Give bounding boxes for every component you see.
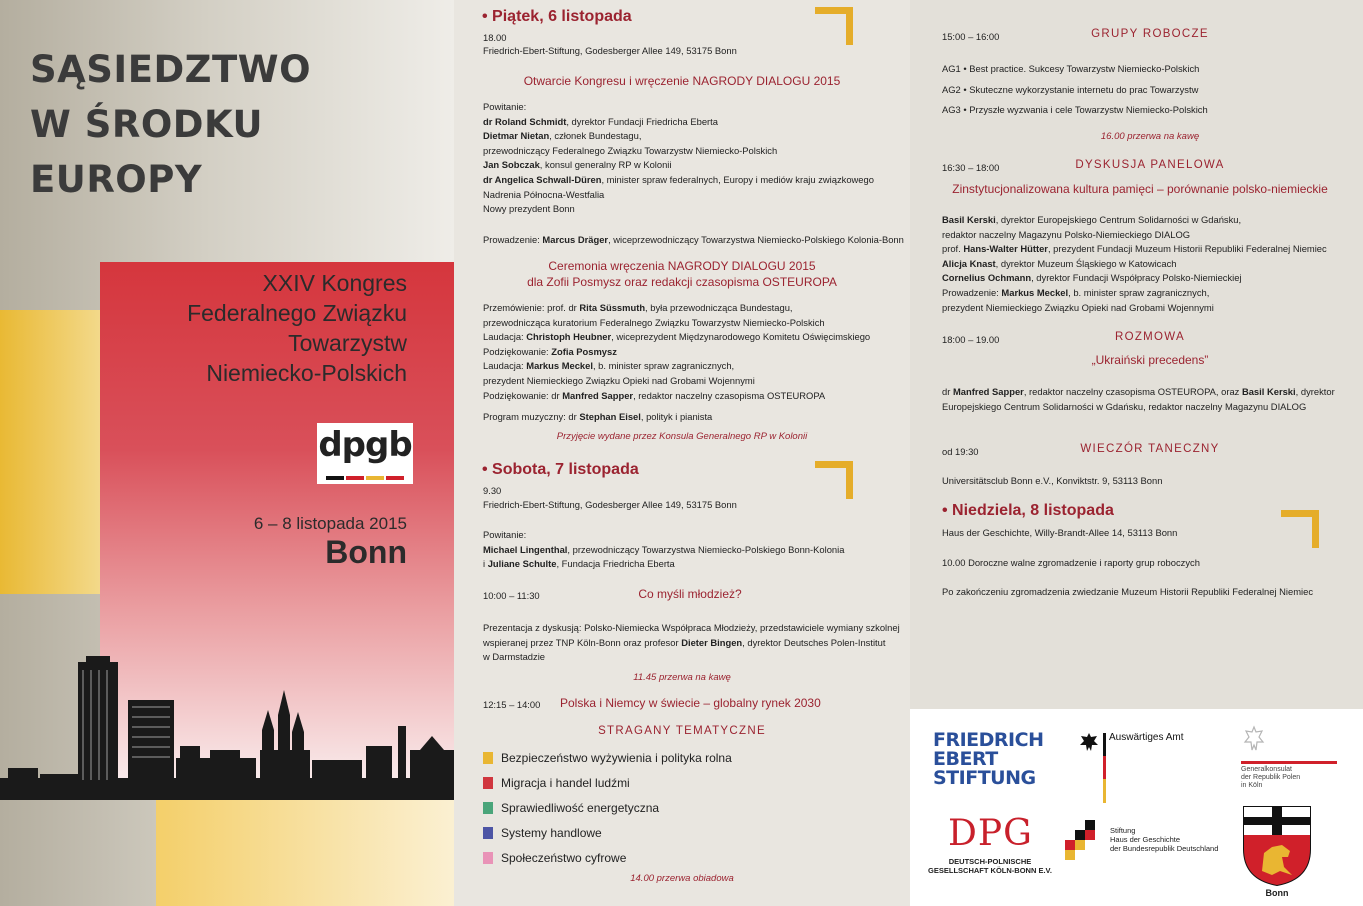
dpgb-logo	[317, 423, 413, 484]
bonn-arms-label: Bonn	[1265, 888, 1289, 898]
talk-line: Europejskiego Centrum Solidarności w Gdańsku, redaktor naczelny Magazynu DIALOG	[942, 400, 1307, 412]
greeting-line: Nadrenia Północna-Westfalia	[483, 188, 605, 200]
panel-line: redaktor naczelny Magazynu Polsko-Niemieckiego DIALOG	[942, 228, 1191, 240]
market-title: Polska i Niemcy w świecie – globalny rynek 2030	[560, 696, 821, 710]
corner-accent	[815, 461, 853, 499]
panel-line: Prowadzenie: Markus Meckel, b. minister spraw zagranicznych,	[942, 286, 1210, 298]
dance-place: Universitätsclub Bonn e.V., Konviktstr. 9, 53113 Bonn	[942, 475, 1163, 486]
fes-logo-line: STIFTUNG	[933, 767, 1036, 789]
saturday-greeting	[483, 528, 844, 572]
talk-line: dr Manfred Sapper, redaktor naczelny czasopisma OSTEUROPA, oraz Basil Kerski, dyrektor	[942, 386, 1335, 397]
ceremony-title-line2: dla Zofii Posmysz oraz redakcji czasopisma OSTEUROPA	[527, 275, 837, 289]
hdg-line: Stiftung	[1110, 826, 1136, 835]
greeting-line: dr Roland Schmidt, dyrektor Fundacji Friedricha Eberta	[483, 115, 718, 127]
congress-title-line: Towarzystw	[288, 330, 407, 356]
saturday-place: Friedrich-Ebert-Stiftung, Godesberger Allee 149, 53175 Bonn	[483, 499, 737, 510]
panel-title: DYSKUSJA PANELOWA	[1075, 159, 1225, 171]
market-time: 12:15 – 14:00	[483, 699, 541, 710]
talk-subtitle: „Ukraiński precedens”	[1091, 353, 1209, 367]
polish-eagle-icon	[1243, 725, 1265, 753]
sponsor-logos	[910, 709, 1363, 906]
youth-line: w Darmstadzie	[483, 651, 545, 663]
flag-stripe-red	[386, 476, 404, 480]
flag-stripe-red	[346, 476, 364, 480]
talk-title: ROZMOWA	[1115, 331, 1185, 343]
flag-stripe-gold	[366, 476, 384, 480]
coffee-break-1: 11.45 przerwa na kawę	[633, 672, 731, 683]
greeting-line: przewodniczący Federalnego Związku Towarzystw Niemiecko-Polskich	[483, 144, 778, 156]
fes-logo-line: FRIEDRICH	[933, 729, 1044, 751]
coffee-break-2: 16.00 przerwa na kawę	[1100, 131, 1200, 142]
dpg-logo: DPG	[948, 813, 1033, 854]
youth-time: 10:00 – 11:30	[483, 590, 540, 601]
sunday-museum: Po zakończeniu zgromadzenia zwiedzanie Muzeum Historii Republiki Federalnej Niemiec	[942, 586, 1314, 597]
ceremony-line: prezydent Niemieckiego Związku Opieki nad Grobami Wojennymi	[483, 374, 755, 386]
music-program: Program muzyczny: dr Stephan Eisel, polityk i pianista	[483, 411, 713, 422]
yellow-band-bottom	[156, 798, 454, 906]
youth-description	[483, 621, 900, 665]
panel-line: prezydent Niemieckiego Związku Opieki nad Grobami Wojennymi	[942, 301, 1214, 313]
ceremony-title-line1: Ceremonia wręczenia NAGRODY DIALOGU 2015	[548, 259, 816, 273]
opening-title: Otwarcie Kongresu i wręczenie NAGRODY DIALOGU 2015	[523, 74, 841, 88]
hdg-line: Haus der Geschichte	[1110, 835, 1181, 844]
sunday-heading: • Niedziela, 8 listopada	[942, 502, 1114, 519]
stall-color-square	[483, 752, 493, 764]
congress-title-line: XXIV Kongres	[262, 270, 407, 296]
ceremony-line: przewodnicząca kuratorium Federalnego Związku Towarzystw Niemiecko-Polskich	[483, 316, 825, 328]
stall-color-square	[483, 827, 493, 839]
flag-stripe-black	[326, 476, 344, 480]
stall-item: Systemy handlowe	[483, 820, 732, 845]
friday-greeting	[483, 100, 874, 217]
greeting-line: i Juliane Schulte, Fundacja Friedricha Eberta	[483, 558, 675, 570]
friday-heading: • Piątek, 6 listopada	[482, 8, 632, 25]
dance-title: WIECZÓR TANECZNY	[1080, 443, 1220, 455]
greeting-line: Nowy prezydent Bonn	[483, 203, 575, 215]
stall-item: Społeczeństwo cyfrowe	[483, 845, 732, 870]
konsulat-label	[1241, 766, 1300, 790]
hdg-logo-icon	[1065, 820, 1105, 860]
fes-logo-line: EBERT	[933, 748, 998, 770]
stall-item: Bezpieczeństwo wyżywienia i polityka rolna	[483, 745, 732, 770]
cover-title	[30, 42, 311, 207]
work-groups-title: GRUPY ROBOCZE	[1091, 28, 1209, 40]
greeting-label: Powitanie:	[483, 529, 527, 540]
youth-line: wspieranej przez TNP Köln-Bonn oraz profesor Dieter Bingen, dyrektor Deutsches Polen-Institut	[483, 636, 886, 648]
eagle-icon	[1078, 731, 1100, 753]
cover-panel	[0, 0, 454, 906]
german-flag-bar	[1103, 733, 1106, 803]
youth-title: Co myśli młodzież?	[638, 587, 742, 601]
stall-color-square	[483, 852, 493, 864]
congress-dates: 6 – 8 listopada 2015	[253, 514, 407, 533]
hdg-line: der Bundesrepublik Deutschland	[1110, 844, 1219, 853]
congress-title-line: Federalnego Związku	[187, 300, 407, 326]
panel-speakers	[942, 213, 1327, 315]
ceremony-line: Laudacja: Christoph Heubner, wiceprezydent Międzynarodowego Komitetu Oświęcimskiego	[483, 331, 871, 343]
stalls-list	[483, 745, 732, 870]
bonn-skyline-illustration	[0, 650, 454, 800]
dpgb-logo-text: dpgb	[318, 425, 412, 465]
work-group-item: AG2 • Skuteczne wykorzystanie internetu do prac Towarzystw	[942, 83, 1199, 95]
saturday-heading: • Sobota, 7 listopada	[482, 461, 639, 478]
hdg-label	[1110, 826, 1218, 853]
konsulat-line: der Republik Polen	[1241, 774, 1301, 781]
sunday-place: Haus der Geschichte, Willy-Brandt-Allee 14, 53113 Bonn	[942, 527, 1178, 538]
ceremony-speakers	[483, 301, 870, 403]
youth-line: Prezentacja z dyskusją: Polsko-Niemiecka Współpraca Młodzieży, przedstawiciele wymiany szkolnej	[483, 622, 900, 633]
ceremony-line: Podziękowanie: dr Manfred Sapper, redaktor naczelny czasopisma OSTEUROPA	[483, 389, 826, 401]
konsulat-line: Generalkonsulat	[1241, 766, 1292, 773]
corner-accent	[815, 7, 853, 45]
congress-city: Bonn	[325, 534, 407, 570]
greeting-line: dr Angelica Schwall-Düren, minister spraw federalnych, Europy i mediów kraju związkowego	[483, 173, 874, 185]
work-time: 15:00 – 16:00	[942, 31, 1000, 42]
stall-item: Sprawiedliwość energetyczna	[483, 795, 732, 820]
konsulat-red-rule	[1241, 761, 1337, 764]
stall-item: Migracja i handel ludźmi	[483, 770, 732, 795]
stall-color-square	[483, 802, 493, 814]
greeting-line: Jan Sobczak, konsul generalny RP w Kolonii	[483, 159, 672, 171]
fes-logo	[933, 731, 1043, 788]
panel-line: Alicja Knast, dyrektor Muzeum Śląskiego w Katowicach	[942, 257, 1177, 269]
congress-title	[120, 268, 407, 388]
work-group-item: AG1 • Best practice. Sukcesy Towarzystw Niemiecko-Polskich	[942, 63, 1200, 74]
saturday-time: 9.30	[483, 485, 502, 496]
cover-title-line: EUROPY	[30, 158, 203, 201]
panel-line: prof. Hans-Walter Hütter, prezydent Fundacji Muzeum Historii Republiki Federalnej Niemiec	[942, 243, 1327, 255]
sunday-assembly: 10.00 Doroczne walne zgromadzenie i raporty grup roboczych	[942, 557, 1200, 568]
congress-title-line: Niemiecko-Polskich	[206, 360, 407, 386]
cover-title-line: W ŚRODKU	[30, 103, 264, 146]
work-groups-list	[942, 59, 1208, 121]
work-group-item: AG3 • Przyszłe wyzwania i cele Towarzystw Niemiecko-Polskich	[942, 104, 1208, 115]
greeting-line: Dietmar Nietan, członek Bundestagu,	[483, 130, 642, 142]
dance-time: od 19:30	[942, 446, 979, 457]
greeting-label: Powitanie:	[483, 101, 527, 112]
dpg-caption-line: GESELLSCHAFT KÖLN-BONN E.V.	[928, 866, 1052, 875]
auswaertiges-amt-label: Auswärtiges Amt	[1109, 732, 1184, 743]
panel-time: 16:30 – 18:00	[942, 162, 1000, 173]
ceremony-line: Podziękowanie: Zofia Posmysz	[483, 345, 617, 357]
dpg-logo-caption	[926, 857, 1054, 875]
talk-description	[942, 385, 1335, 414]
konsulat-line: in Köln	[1241, 782, 1263, 789]
panel-line: Cornelius Ochmann, dyrektor Fundacji Współpracy Polsko-Niemieckiej	[942, 272, 1242, 284]
reception-note: Przyjęcie wydane przez Konsula Generalnego RP w Kolonii	[556, 431, 808, 442]
corner-accent	[1281, 510, 1319, 548]
bonn-coat-of-arms-icon	[1242, 805, 1312, 887]
ceremony-line: Przemówienie: prof. dr Rita Süssmuth, była przewodnicząca Bundestagu,	[483, 302, 793, 313]
ceremony-line: Laudacja: Markus Meckel, b. minister spraw zagranicznych,	[483, 360, 735, 372]
friday-time: 18.00	[483, 32, 507, 43]
friday-place: Friedrich-Ebert-Stiftung, Godesberger Allee 149, 53175 Bonn	[483, 45, 737, 56]
friday-moderation: Prowadzenie: Marcus Dräger, wiceprzewodniczący Towarzystwa Niemiecko-Polskiego Kolonia-Bonn	[483, 234, 904, 245]
talk-time: 18:00 – 19.00	[942, 334, 1000, 345]
lunch-break: 14.00 przerwa obiadowa	[630, 873, 734, 884]
stall-color-square	[483, 777, 493, 789]
yellow-band-left	[0, 310, 100, 594]
cover-title-line: SĄSIEDZTWO	[30, 48, 312, 91]
dpg-caption-line: DEUTSCH-POLNISCHE	[948, 857, 1032, 866]
panel-line: Basil Kerski, dyrektor Europejskiego Centrum Solidarności w Gdańsku,	[942, 214, 1242, 225]
greeting-line: Michael Lingenthal, przewodniczący Towarzystwa Niemiecko-Polskiego Bonn-Kolonia	[483, 543, 845, 555]
panel-subtitle: Zinstytucjonalizowana kultura pamięci – porównanie polsko-niemieckie	[952, 182, 1328, 196]
stalls-title: STRAGANY TEMATYCZNE	[598, 725, 766, 737]
